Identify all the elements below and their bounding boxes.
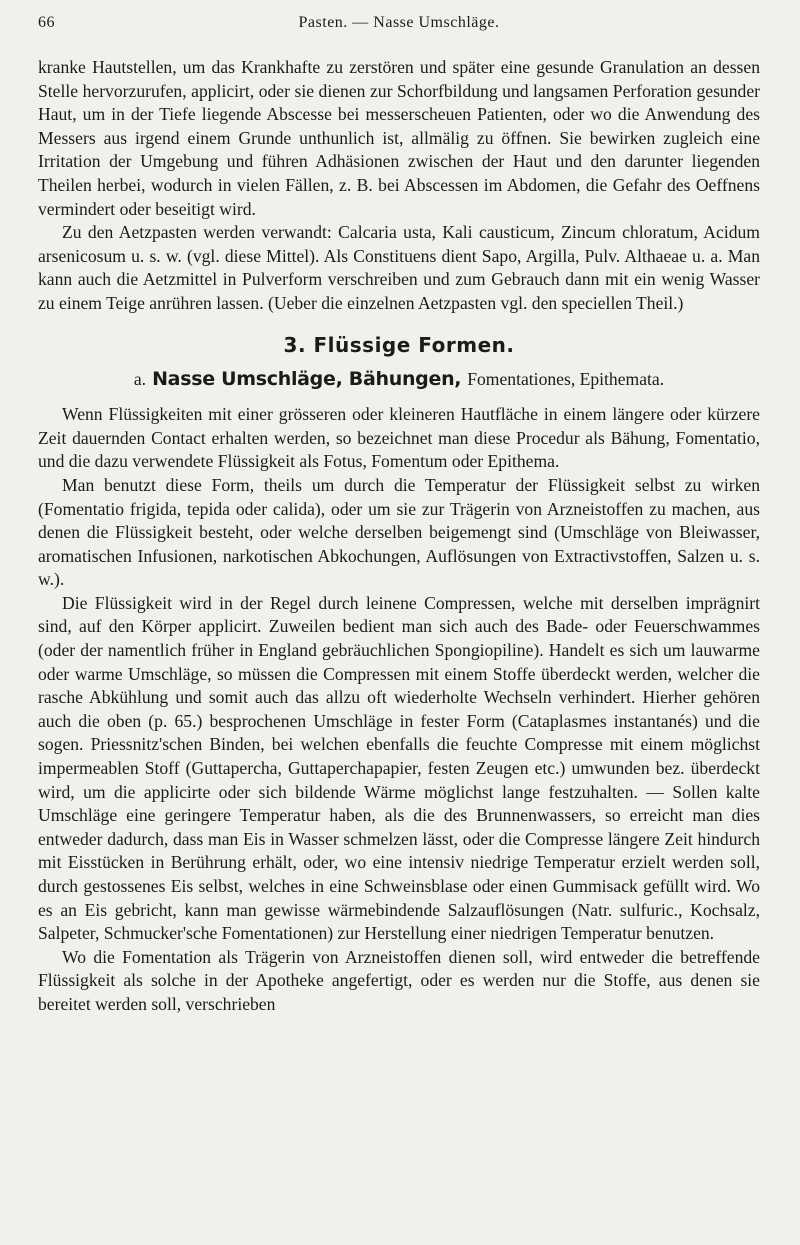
- running-title: Pasten. — Nasse Umschläge.: [298, 14, 500, 31]
- book-page: [38, 14, 760, 1017]
- paragraph: Wenn Flüssigkeiten mit einer grösseren oder kleineren Hautfläche in einem längere oder kürzere Zeit dauernden Contact erhalten werden, so bezeichnet man diese Procedur als Bähung, Fomentatio, und die dazu verwendete Flüssigkeit als Fotus, Fomentum oder Epithema.: [38, 404, 760, 472]
- running-head: [38, 14, 760, 40]
- page-number: 66: [38, 14, 55, 31]
- paragraph: kranke Hautstellen, um das Krankhafte zu zerstören und später eine gesunde Granulation an dessen Stelle hervorzurufen, applicirt, oder sie dienen zur Schorfbildung und langsamen Perforation gesunder Haut, um in der Tiefe liegende Abscesse bei messerscheuen Patienten, oder wo die Anwendung des Messers aus irgend einem Grunde unthunlich ist, allmälig zu öffnen. Sie bewirken zugleich eine Irritation der Umgebung und führen Adhäsionen zwischen der Haut und den darunter liegenden Theilen herbei, wodurch in vielen Fällen, z. B. bei Abscessen im Abdomen, die Gefahr des Oeffnens vermindert oder beseitigt wird.: [38, 57, 760, 219]
- paragraph: Man benutzt diese Form, theils um durch die Temperatur der Flüssigkeit selbst zu wirken (Fomentatio frigida, tepida oder calida), oder um sie zur Trägerin von Arzneistoffen zu machen, aus denen die Flüssigkeit besteht, oder welche derselben beigemengt sind (Umschläge von Bleiwasser, aromatischen Infusionen, narkotischen Abkochungen, Auflösungen von Extractivstoffen, Salzen u. s. w.).: [38, 474, 760, 590]
- subsection-heading: [38, 367, 760, 391]
- paragraph: Zu den Aetzpasten werden verwandt: Calcaria usta, Kali causticum, Zincum chloratum, Acidum arsenicosum u. s. w. (vgl. diese Mittel). Als Constituens dient Sapo, Argilla, Pulv. Althaeae u. a. Man kann auch die Aetzmittel in Pulverform verschreiben und zum Gebrauch dann mit ein wenig Wasser zu einem Teige anrühren lassen. (Ueber die einzelnen Aetzpasten vgl. den speciellen Theil.): [38, 222, 760, 313]
- paragraph: Die Flüssigkeit wird in der Regel durch leinene Compressen, welche mit derselben imprägnirt sind, auf den Körper applicirt. Zuweilen bedient man sich auch des Bade- oder Feuerschwammes (oder der namentlich früher in England gebräuchlichen Spongiopiline). Handelt es sich um lauwarme oder warme Umschläge, so müssen die Compressen mit einem Stoffe überdeckt werden, welcher die rasche Abkühlung und somit auch das allzu oft wiederholte Wechseln verhindert. Hierher gehören auch die oben (p. 65.) besprochenen Umschläge in fester Form (Cataplasmes instantanés) und die sogen. Priessnitz'schen Binden, bei welchen ebenfalls die feuchte Compresse mit einem möglichst impermeablen Stoff (Guttapercha, Guttaperchapapier, festen Zeugen etc.) umwunden bez. überdeckt wird, um die applicirte oder sich bildende Wärme möglichst lange festzuhalten. — Sollen kalte Umschläge eine geringere Temperatur haben, als die des Brunnenwassers, so erreicht man dies entweder dadurch, dass man Eis in Wasser schmelzen lässt, oder die Compresse längere Zeit hindurch mit Eisstücken in Berührung erhält, oder, wo eine intensiv niedrige Temperatur erzielt werden soll, durch gestossenes Eis selbst, welches in eine Schweinsblase oder einen Gummisack gefüllt wird. Wo es an Eis gebricht, kann man gewisse wärmebindende Salzauflösungen (Natr. sulfuric., Kochsalz, Salpeter, Schmucker'sche Fomentationen) zur Herstellung einer niedrigen Temperatur benutzen.: [38, 592, 760, 944]
- subsection-title: Nasse Umschläge, Bähungen,: [152, 368, 462, 391]
- section-heading: 3. Flüssige Formen.: [283, 332, 515, 357]
- subsection-letter: a.: [133, 369, 147, 390]
- body-text: [38, 56, 760, 1017]
- subsection-latin-names: Fomentationes, Epithemata.: [467, 369, 665, 390]
- paragraph: Wo die Fomentation als Trägerin von Arzneistoffen dienen soll, wird entweder die betreffende Flüssigkeit als solche in der Apotheke angefertigt, oder es werden nur die Stoffe, aus denen sie bereitet werden soll, verschrieben: [38, 946, 760, 1014]
